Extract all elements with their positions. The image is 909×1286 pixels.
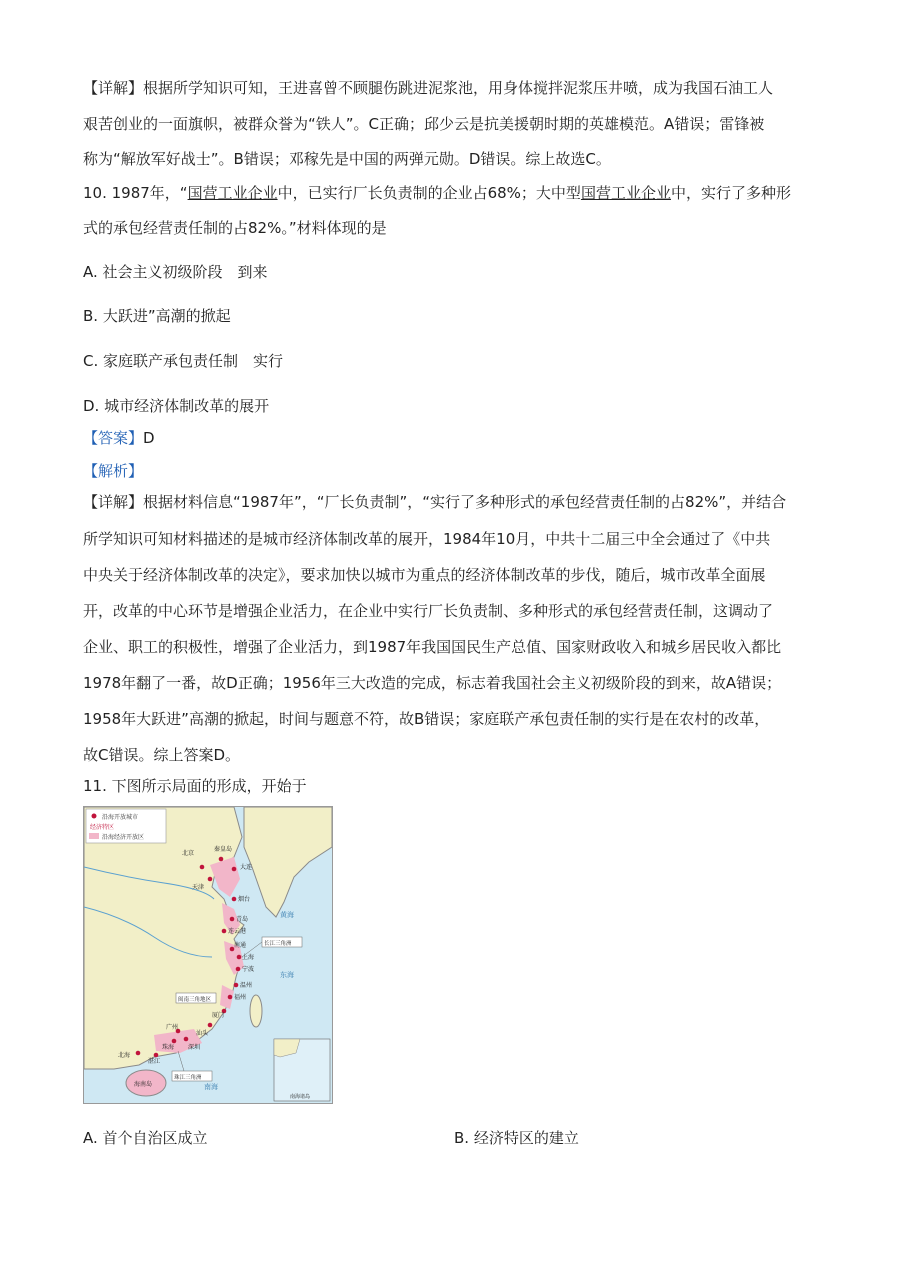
label-hainan: 海南岛 <box>134 1081 153 1088</box>
label-beihai: 北海 <box>118 1052 131 1059</box>
q11-stem: 11. 下图所示局面的形成，开始于 <box>83 777 307 795</box>
label-yellow-sea: 黄海 <box>280 911 294 919</box>
label-yantai: 烟台 <box>238 896 251 903</box>
q10-detail-line7: 1958年大跃进”高潮的掀起，时间与题意不符，故B错误；家庭联产承包责任制的实行是在农村的改革， <box>83 710 770 728</box>
label-wenzhou: 温州 <box>240 982 253 989</box>
q10-detail-line3: 中央关于经济体制改革的决定》，要求加快以城市为重点的经济体制改革的步伐，随后，城市改革全面展 <box>83 566 766 584</box>
label-ningbo: 宁波 <box>242 966 255 973</box>
label-shenzhen: 深圳 <box>188 1044 201 1051</box>
label-shanghai: 上海 <box>242 954 255 961</box>
detail-tag: 【详解】 <box>83 493 144 511</box>
q10-stem-line2: 式的承包经营责任制的占82%。”材料体现的是 <box>83 219 387 237</box>
legend-city-marker <box>92 814 97 819</box>
label-beijing: 北京 <box>182 850 195 857</box>
label-fuzhou: 福州 <box>234 994 247 1001</box>
label-qinhuangdao: 秦皇岛 <box>214 846 233 853</box>
q11-option-a: A. 首个自治区成立 <box>83 1129 208 1147</box>
q10-detail-line1: 【详解】根据材料信息“1987年”，“厂长负责制”，“实行了多种形式的承包经营责任制的占82%”，并结合 <box>83 493 787 511</box>
label-east-sea: 东海 <box>280 971 294 979</box>
q10-answer <box>83 428 155 448</box>
q10-option-c: C. 家庭联产承包责任制 实行 <box>83 352 284 370</box>
prev-explanation-line3: 称为“解放军好战士”。B错误；邓稼先是中国的两弹元勋。D错误。综上故选C。 <box>83 150 611 168</box>
legend-item-1: 沿海开放城市 <box>102 814 139 821</box>
label-xiamen: 厦门 <box>212 1012 225 1019</box>
answer-tag: 【答案】 <box>83 429 144 447</box>
label-dalian: 大连 <box>240 864 253 871</box>
q10-option-b: B. 大跃进”高潮的掀起 <box>83 307 231 325</box>
label-zhuhai: 珠海 <box>162 1044 175 1051</box>
label-shantou: 汕头 <box>196 1030 209 1037</box>
q10-analysis-tag: 【解析】 <box>83 462 144 480</box>
legend-item-2: 经济特区 <box>90 824 115 831</box>
label-lianyungang: 连云港 <box>228 928 247 935</box>
prev-explanation-line2: 艰苦创业的一面旗帜，被群众誉为“铁人”。C正确；邱少云是抗美援朝时期的英雄模范。A错误；雷锋被 <box>83 115 765 133</box>
label-guangzhou: 广州 <box>166 1024 179 1031</box>
answer-value: D <box>143 429 155 447</box>
q10-option-d: D. 城市经济体制改革的展开 <box>83 397 270 415</box>
legend-zone-swatch <box>89 833 99 839</box>
q10-detail-line6: 1978年翻了一番，故D正确；1956年三大改造的完成，标志着我国社会主义初级阶段的到来，故A错误； <box>83 674 782 692</box>
q10-stem-line1: 10. 1987年，“国营工业企业中，已实行厂长负责制的企业占68%；大中型国营工业企业中，实行了多种形 <box>83 184 791 202</box>
prev-explanation-line1: 【详解】根据所学知识可知，王进喜曾不顾腿伤跳进泥浆池，用身体搅拌泥浆压井喷，成为我国石油工人 <box>83 79 774 97</box>
q10-detail-line2: 所学知识可知材料描述的是城市经济体制改革的展开，1984年10月，中共十二届三中全会通过了《中共 <box>83 530 771 548</box>
detail-tag: 【详解】 <box>83 79 144 97</box>
label-south-sea: 南海 <box>204 1083 218 1091</box>
q10-detail-line4: 开，改革的中心环节是增强企业活力，在企业中实行厂长负责制、多种形式的承包经营责任制，这调动了 <box>83 602 774 620</box>
label-minnan-delta: 闽南三角地区 <box>178 997 212 1003</box>
q11-option-b: B. 经济特区的建立 <box>454 1129 579 1147</box>
q10-option-a: A. 社会主义初级阶段 到来 <box>83 263 268 281</box>
coastal-open-cities-map <box>83 806 333 1104</box>
map-drawing <box>84 807 332 1103</box>
q10-detail-line8: 故C错误。综上答案D。 <box>83 746 241 764</box>
label-zhanjiang: 湛江 <box>148 1058 161 1065</box>
label-nantong: 南通 <box>234 942 247 949</box>
label-tianjin: 天津 <box>192 884 205 891</box>
label-yangtze-delta: 长江三角洲 <box>264 941 292 947</box>
label-qingdao: 青岛 <box>236 916 249 923</box>
q10-detail-line5: 企业、职工的积极性，增强了企业活力，到1987年我国国民生产总值、国家财政收入和城乡居民收入都比 <box>83 638 782 656</box>
inset-label: 南海诸岛 <box>290 1094 311 1100</box>
legend-item-3: 沿海经济开放区 <box>102 834 145 841</box>
taiwan-island <box>250 995 262 1027</box>
label-pearl-delta: 珠江三角洲 <box>174 1075 202 1081</box>
